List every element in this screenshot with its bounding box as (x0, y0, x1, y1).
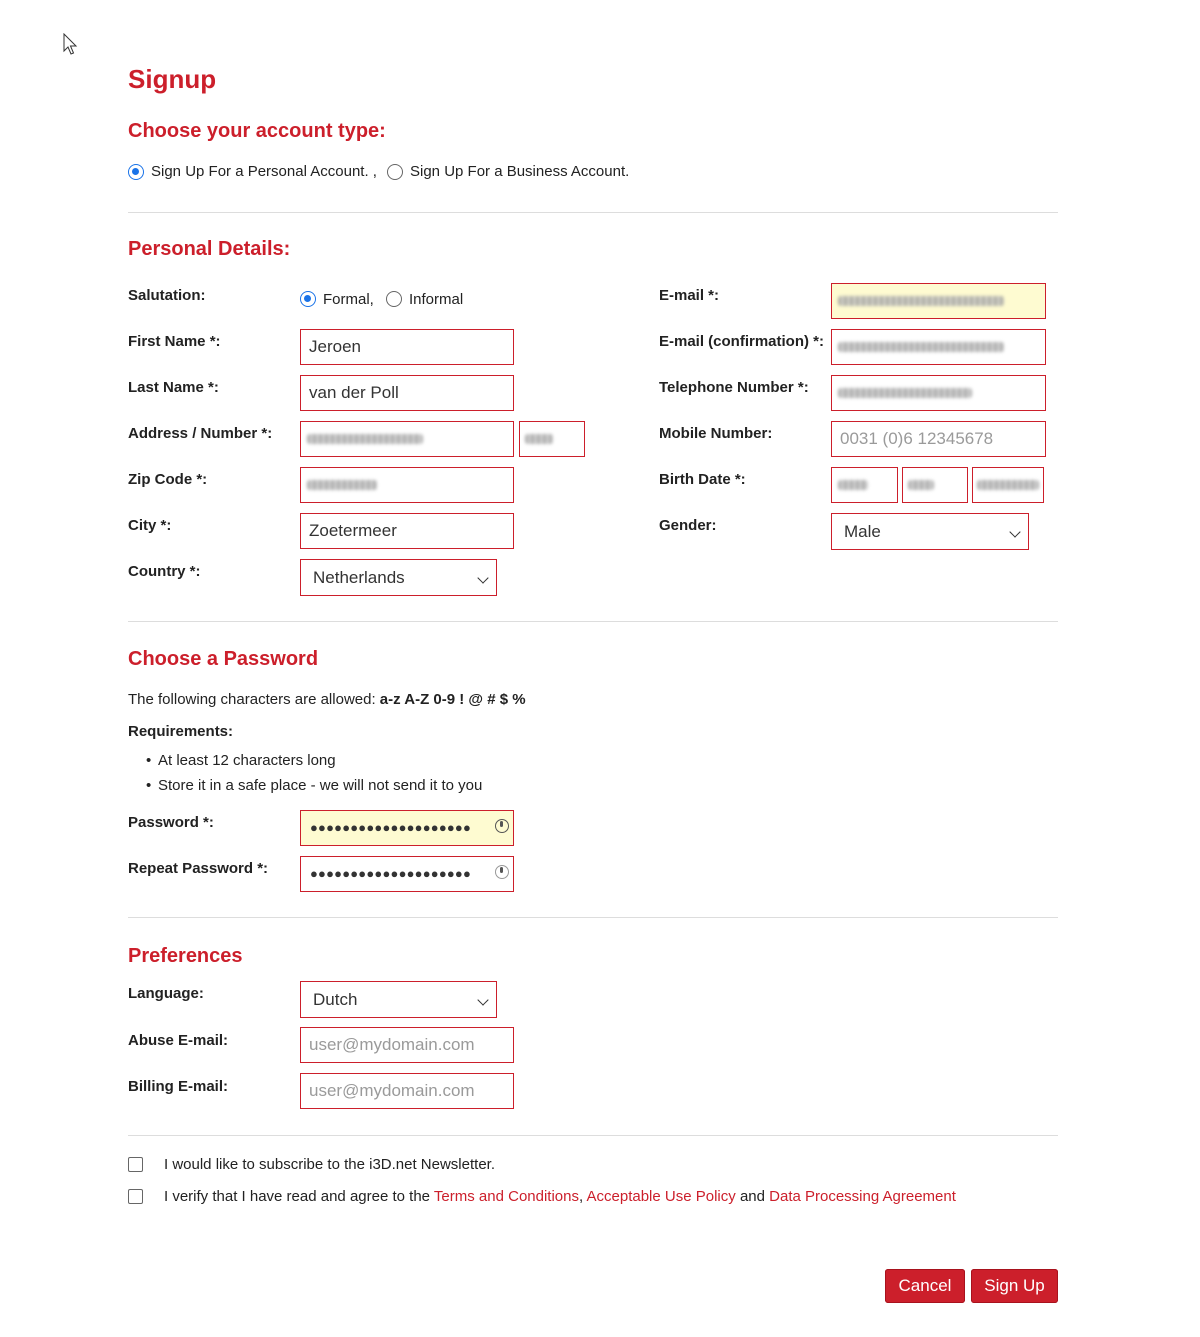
zip-code-label: Zip Code *: (128, 471, 208, 488)
first-name-input[interactable]: Jeroen (300, 329, 514, 365)
city-label: City *: (128, 517, 172, 534)
language-select[interactable] (300, 981, 497, 1018)
last-name-input[interactable]: van der Poll (300, 375, 514, 411)
password-heading: Choose a Password (128, 648, 319, 670)
redacted-value (838, 480, 868, 490)
acceptable-use-policy-link[interactable]: Acceptable Use Policy (586, 1188, 736, 1205)
language-value: Dutch (313, 990, 358, 1009)
repeat-password-label: Repeat Password *: (128, 860, 269, 877)
billing-email-label: Billing E-mail: (128, 1078, 229, 1095)
address-input[interactable] (300, 421, 514, 457)
email-confirmation-input[interactable] (831, 329, 1046, 365)
terms-agreement-text (164, 1188, 956, 1205)
address-label: Address / Number *: (128, 425, 273, 442)
allowed-characters-prefix: The following characters are allowed: (128, 691, 376, 708)
redacted-value (838, 342, 1004, 352)
password-input[interactable] (300, 810, 514, 846)
cancel-button[interactable]: Cancel (885, 1269, 965, 1303)
city-input[interactable]: Zoetermeer (300, 513, 514, 549)
abuse-email-input[interactable]: user@mydomain.com (300, 1027, 514, 1063)
requirements-list (128, 750, 482, 800)
password-label: Password *: (128, 814, 214, 831)
birth-date-label: Birth Date *: (659, 471, 746, 488)
birth-month-input[interactable] (902, 467, 968, 503)
salutation-formal-label[interactable]: Formal, (323, 291, 374, 308)
billing-email-input[interactable]: user@mydomain.com (300, 1073, 514, 1109)
terms-checkbox[interactable] (128, 1189, 143, 1204)
divider (128, 1135, 1058, 1136)
allowed-characters-list: a-z A-Z 0-9 ! @ # $ % (379, 691, 526, 708)
password-key-icon[interactable] (495, 865, 509, 879)
terms-prefix: I verify that I have read and agree to the (164, 1188, 431, 1205)
mouse-cursor-icon (62, 33, 80, 57)
list-item: • Store it in a safe place - we will not send it to you (146, 775, 482, 800)
house-number-input[interactable] (519, 421, 585, 457)
salutation-formal-radio[interactable] (300, 291, 316, 307)
country-select[interactable] (300, 559, 497, 596)
redacted-value (307, 480, 377, 490)
email-label: E-mail *: (659, 287, 720, 304)
business-account-label[interactable]: Sign Up For a Business Account. (410, 163, 630, 180)
gender-label: Gender: (659, 517, 717, 534)
language-label: Language: (128, 985, 204, 1002)
gender-select[interactable] (831, 513, 1029, 550)
terms-and-conditions-link[interactable]: Terms and Conditions (433, 1188, 579, 1205)
email-confirmation-label: E-mail (confirmation) *: (659, 333, 825, 350)
sign-up-button[interactable]: Sign Up (971, 1269, 1058, 1303)
birth-year-input[interactable] (972, 467, 1044, 503)
terms-comma: , (579, 1188, 584, 1205)
redacted-value (908, 480, 934, 490)
page-title: Signup (128, 64, 217, 94)
mobile-label: Mobile Number: (659, 425, 773, 442)
terms-and: and (739, 1188, 765, 1205)
divider (128, 212, 1058, 213)
first-name-label: First Name *: (128, 333, 221, 350)
last-name-label: Last Name *: (128, 379, 219, 396)
requirements-label: Requirements: (128, 723, 234, 740)
personal-details-heading: Personal Details: (128, 238, 291, 260)
country-value: Netherlands (313, 568, 405, 587)
redacted-value (838, 388, 972, 398)
chevron-down-icon (477, 572, 488, 583)
mobile-input[interactable]: 0031 (0)6 12345678 (831, 421, 1046, 457)
repeat-password-input[interactable] (300, 856, 514, 892)
newsletter-label[interactable]: I would like to subscribe to the i3D.net Newsletter. (164, 1156, 495, 1173)
chevron-down-icon (477, 994, 488, 1005)
salutation-informal-label[interactable]: Informal (409, 291, 464, 308)
chevron-down-icon (1009, 526, 1020, 537)
redacted-value (838, 296, 1004, 306)
gender-value: Male (844, 522, 881, 541)
data-processing-agreement-link[interactable]: Data Processing Agreement (769, 1188, 956, 1205)
personal-account-label[interactable]: Sign Up For a Personal Account. , (151, 163, 377, 180)
password-key-icon[interactable] (495, 819, 509, 833)
country-label: Country *: (128, 563, 201, 580)
divider (128, 917, 1058, 918)
newsletter-checkbox[interactable] (128, 1157, 143, 1172)
salutation-informal-radio[interactable] (386, 291, 402, 307)
password-mask: ●●●●●●●●●●●●●●●●●●●● (310, 820, 472, 835)
birth-day-input[interactable] (831, 467, 898, 503)
abuse-email-label: Abuse E-mail: (128, 1032, 229, 1049)
repeat-password-mask: ●●●●●●●●●●●●●●●●●●●● (310, 866, 472, 881)
account-type-heading: Choose your account type: (128, 120, 386, 142)
telephone-input[interactable] (831, 375, 1046, 411)
allowed-characters-text (128, 691, 526, 708)
divider (128, 621, 1058, 622)
business-account-radio[interactable] (387, 164, 403, 180)
redacted-value (525, 434, 553, 444)
personal-account-radio[interactable] (128, 164, 144, 180)
list-item: • At least 12 characters long (146, 750, 482, 775)
redacted-value (977, 480, 1039, 490)
email-input[interactable] (831, 283, 1046, 319)
redacted-value (307, 434, 423, 444)
salutation-label: Salutation: (128, 287, 206, 304)
zip-code-input[interactable] (300, 467, 514, 503)
telephone-label: Telephone Number *: (659, 379, 809, 396)
preferences-heading: Preferences (128, 945, 243, 967)
